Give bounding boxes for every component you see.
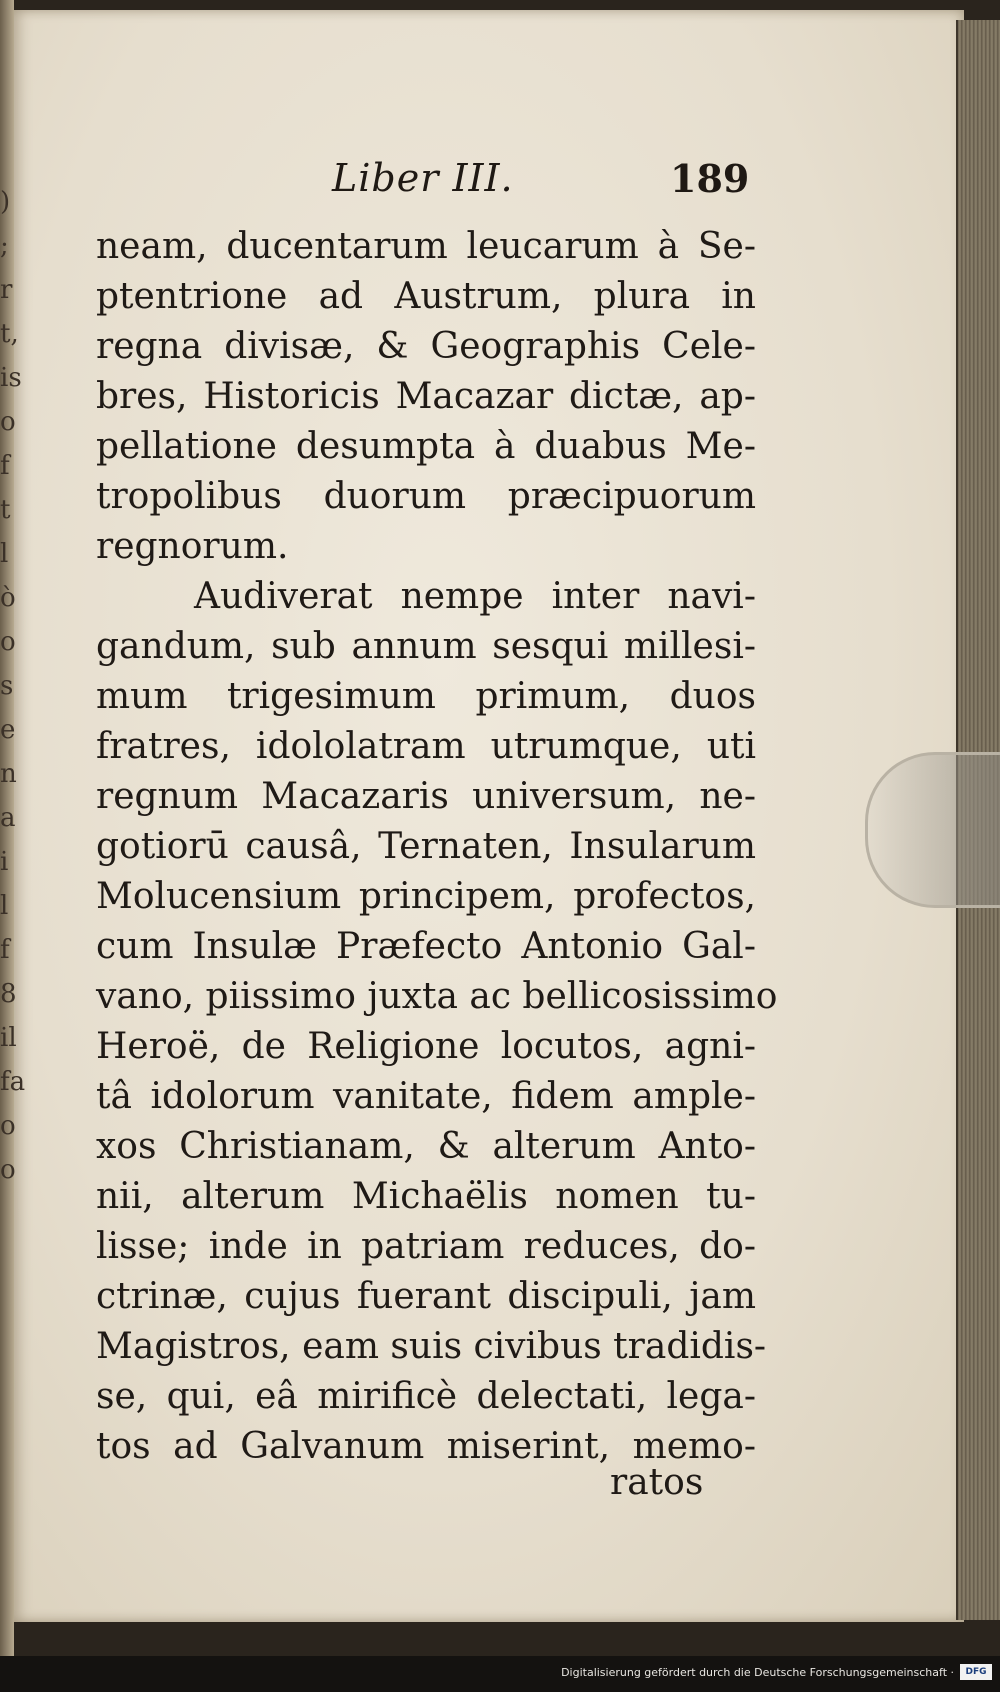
- margin-fragment: is: [0, 363, 22, 393]
- text-line: Heroë, de Religione locutos, agni-: [96, 1026, 756, 1067]
- text-line: tropolibus duorum præcipuorum: [96, 476, 756, 517]
- body-text: [96, 222, 778, 1472]
- text-line: ctrinæ, cujus fuerant discipuli, jam: [96, 1276, 756, 1317]
- catchword: ratos: [610, 1462, 704, 1503]
- text-line: fratres, idololatram utrumque, uti: [96, 726, 756, 767]
- running-title: Liber III.: [332, 156, 514, 200]
- margin-fragment: t: [0, 495, 11, 525]
- text-line: tâ idolorum vanitate, fidem ample-: [96, 1076, 756, 1117]
- text-line: xos Christianam, & alterum Anto-: [96, 1126, 756, 1167]
- margin-fragment: 8: [0, 979, 17, 1009]
- margin-fragment: n: [0, 759, 17, 789]
- dfg-logo: DFG: [960, 1664, 992, 1680]
- margin-fragment: ò: [0, 583, 16, 613]
- margin-fragment: ): [0, 187, 11, 217]
- margin-fragment: i: [0, 847, 9, 877]
- margin-fragment: o: [0, 1155, 16, 1185]
- margin-fragment: fa: [0, 1067, 26, 1097]
- text-line: tos ad Galvanum miserint, memo-: [96, 1426, 756, 1467]
- text-line: regnum Macazaris universum, ne-: [96, 776, 756, 817]
- text-line: Molucensium principem, profectos,: [96, 876, 756, 917]
- text-line: nii, alterum Michaëlis nomen tu-: [96, 1176, 756, 1217]
- text-line: se, qui, eâ mirificè delectati, lega-: [96, 1376, 756, 1417]
- margin-fragment: l: [0, 539, 9, 569]
- text-line: gandum, sub annum sesqui millesi-: [96, 626, 756, 667]
- margin-fragment: o: [0, 407, 16, 437]
- margin-fragment: e: [0, 715, 16, 745]
- text-line: ptentrione ad Austrum, plura in: [96, 276, 756, 317]
- left-page-margin-fragments: [0, 180, 26, 1192]
- margin-fragment: l: [0, 891, 9, 921]
- text-line: regnorum.: [96, 526, 289, 567]
- margin-fragment: s: [0, 671, 14, 701]
- text-line: Audiverat nempe inter navi-: [194, 576, 756, 617]
- margin-fragment: f: [0, 451, 10, 481]
- margin-fragment: ;: [0, 231, 9, 261]
- text-line: neam, ducentarum leucarum à Se-: [96, 226, 756, 267]
- text-line: vano, piissimo juxta ac bellicosissimo: [96, 976, 778, 1017]
- digitization-credit: Digitalisierung gefördert durch die Deutsche Forschungsgemeinschaft ·: [561, 1666, 954, 1679]
- text-line: mum trigesimum primum, duos: [96, 676, 756, 717]
- text-line: cum Insulæ Præfecto Antonio Gal-: [96, 926, 756, 967]
- text-line: gotiorū causâ, Ternaten, Insularum: [96, 826, 756, 867]
- margin-fragment: t,: [0, 319, 19, 349]
- text-line: lisse; inde in patriam reduces, do-: [96, 1226, 756, 1267]
- margin-fragment: r: [0, 275, 13, 305]
- text-line: regna divisæ, & Geographis Cele-: [96, 326, 756, 367]
- page-number: 189: [670, 156, 750, 201]
- text-line: pellatione desumpta à duabus Me-: [96, 426, 756, 467]
- margin-fragment: a: [0, 803, 16, 833]
- text-line: Magistros, eam suis civibus tradidis-: [96, 1326, 767, 1367]
- margin-fragment: il: [0, 1023, 17, 1053]
- text-line: bres, Historicis Macazar dictæ, ap-: [96, 376, 756, 417]
- margin-fragment: o: [0, 627, 16, 657]
- margin-fragment: o: [0, 1111, 16, 1141]
- running-head: [0, 148, 1000, 208]
- footer-bar: [0, 1656, 1000, 1692]
- page-clip: [865, 752, 1000, 908]
- margin-fragment: f: [0, 935, 10, 965]
